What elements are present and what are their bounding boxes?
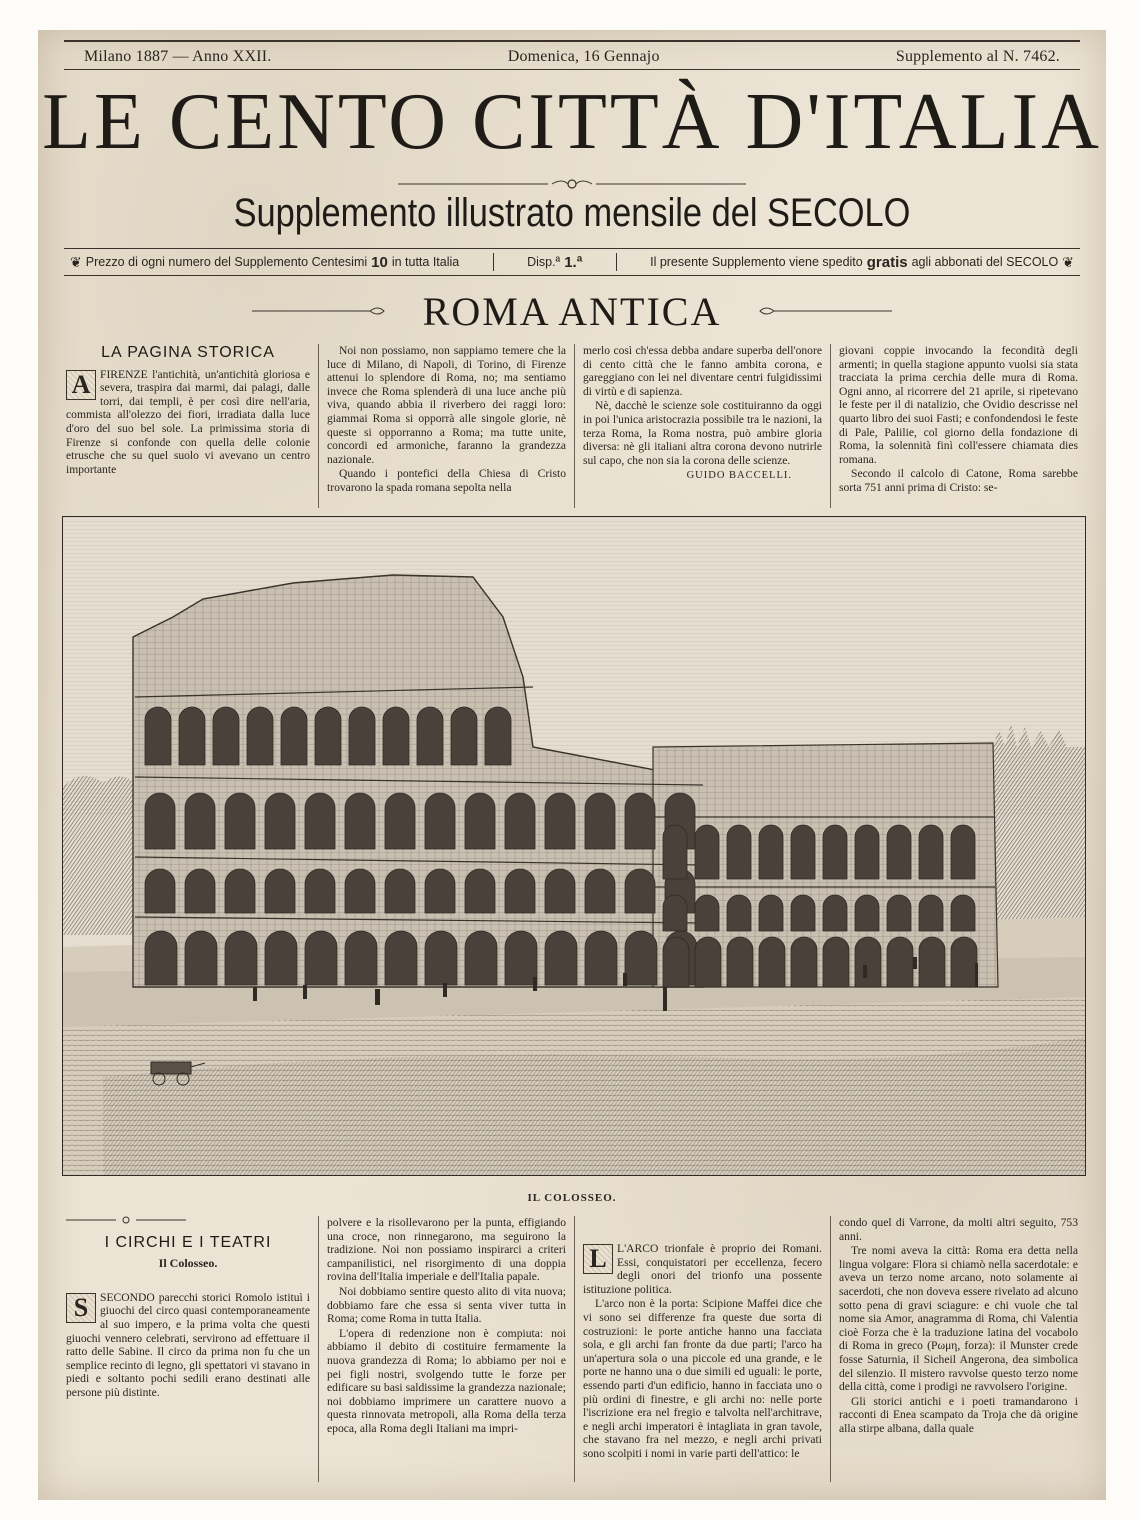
arch <box>695 825 719 879</box>
arch <box>505 793 535 849</box>
column-2 <box>318 1216 574 1482</box>
arch <box>887 825 911 879</box>
arch <box>265 793 295 849</box>
issue-number: 1.ª <box>564 253 583 271</box>
arch <box>425 869 455 913</box>
column-3 <box>574 344 830 508</box>
paragraph: Noi dobbiamo sentire questo alito di vita nuova; dobbiamo fare che essa si senta viver tutta in Roma; come Roma in tutta Italia. <box>327 1284 566 1326</box>
arch <box>425 793 455 849</box>
arch <box>951 937 977 987</box>
arch <box>791 895 815 931</box>
masthead-subtitle: Supplemento illustrato mensile del SECOLO <box>233 191 911 235</box>
column-heading: LA PAGINA STORICA <box>101 344 275 361</box>
price-label: Prezzo di ogni numero del Supplemento Centesimi <box>85 255 368 269</box>
paragraph: FIRENZE l'antichità, un'antichità gloriosa e severa, traspira dai marmi, dai palagi, dalle torri, dai templi, è per così dire nell'aria, commista all'olezzo dei fiori, irradiata dalla luce d'oro del suo bel sole. La primissima storia di Firenze si confonde con quella delle colonie etrusche che su quel suolo vi avevano un centro importante <box>66 367 310 476</box>
scroll-ornament-icon: ❦ <box>70 253 82 270</box>
arch <box>485 707 511 765</box>
paragraph: giovani coppie invocando la fecondità degli armenti; in quella stagione appunto vuolsi sia stata tracciata la prima cerchia delle mura di Roma. Ogni anno, al ricorrere del 21 aprile, si ripetevano le feste per il di natalizio, che Ovidio descrisse nel quarto libro dei suoi Fasti; e confondendosi le feste di Pale, Palilie, col giorno della fondazione di Roma, la solennità finì coll'essere chiamata dies romana. <box>839 344 1078 466</box>
supplement-number: Supplemento al N. 7462. <box>895 47 1060 65</box>
arch <box>385 869 415 913</box>
arch <box>349 707 375 765</box>
column-heading: I CIRCHI E I TEATRI <box>104 1233 272 1251</box>
arch <box>417 707 443 765</box>
arch <box>919 895 943 931</box>
newspaper-page <box>38 30 1106 1500</box>
column-2 <box>318 344 574 508</box>
paragraph: Tre nomi aveva la città: Roma era detta nella lingua volgare: Flora si chiamò nella sacerdotale: e aveva un terzo nome arcano, noto solamente ai sacerdoti, che non doveva essere rivelato ad alcuno sotto pena di gravi sciagure: e chi vuole che tal nome sia Amor, anagramma di Roma, chi Valentia cioè Forza che è la traduzione latina del vocabolo di Roma in greco (Ρωμη, forza): il Munster crede fosse Saturnia, il Sicheil Angerona, dea simbolica del silenzio. Il mistero ravvolse questo terzo nome della città, come i prodigi ne ravvolsero l'origine. <box>839 1244 1078 1394</box>
arch <box>855 825 879 879</box>
title-ornament-right <box>752 306 892 316</box>
arch <box>225 793 255 849</box>
arch <box>823 825 847 879</box>
column-4 <box>830 1216 1086 1482</box>
arch <box>727 937 753 987</box>
arch <box>823 895 847 931</box>
column-3 <box>574 1216 830 1482</box>
masthead-title: LE CENTO CITTÀ D'ITALIA <box>42 78 1102 166</box>
arch <box>759 937 785 987</box>
arch <box>919 825 943 879</box>
arch <box>345 869 375 913</box>
arch <box>625 931 657 985</box>
column-4 <box>830 344 1086 508</box>
price-bar <box>64 248 1080 276</box>
column-subheading: Il Colosseo. <box>158 1256 218 1271</box>
arch <box>247 707 273 765</box>
arch <box>759 895 783 931</box>
column-circhi-teatri <box>58 1216 318 1482</box>
paragraph: Noi non possiamo, non sappiamo temere che la luce di Milano, di Napoli, di Torino, di Firenze attenui lo splendore di Roma, no; ma sentiamo invece che Roma splenderà di una luce anche più viva, quando abbia il riverbero dei raggi loro: giammai Roma si opporrà alle singole glorie, nè queste si opporranno a Roma; ma tutte unite, concordi ed armoniche, faranno la grandezza nazionale. <box>327 344 566 466</box>
arch <box>663 825 687 879</box>
arch <box>585 793 615 849</box>
arch <box>663 895 687 931</box>
arch <box>305 869 335 913</box>
place-year: Milano 1887 — Anno XXII. <box>84 47 272 65</box>
arch <box>727 825 751 879</box>
arch <box>145 931 177 985</box>
arch <box>465 869 495 913</box>
arch <box>225 869 255 913</box>
scroll-ornament-icon: ❦ <box>1062 253 1074 270</box>
arch <box>887 937 913 987</box>
arch <box>695 937 721 987</box>
shipping-note: Il presente Supplemento viene spedito <box>650 255 863 269</box>
dateline <box>64 44 1080 70</box>
issue-label: Disp.ª <box>527 255 561 269</box>
arch <box>505 869 535 913</box>
arch <box>265 869 295 913</box>
arch <box>625 793 655 849</box>
arch <box>265 931 297 985</box>
heading-ornament <box>66 1216 186 1224</box>
dropcap: S <box>66 1293 96 1323</box>
paragraph: L'ARCO trionfale è proprio dei Romani. Essi, conquistatori per eccellenza, fecero degli onori del trionfo una possente istituzione politica. <box>583 1242 822 1296</box>
arch <box>919 937 945 987</box>
colosseum-engraving <box>62 516 1086 1176</box>
arch <box>855 895 879 931</box>
arch <box>465 931 497 985</box>
arch <box>179 707 205 765</box>
arch <box>465 793 495 849</box>
paragraph: Gli storici antichi e i poeti tramandarono i racconti di Enea scampato da Troja che dà origine alla stirpe albana, dalla quale <box>839 1394 1078 1435</box>
dropcap: L <box>583 1244 613 1274</box>
colosseum-illustration <box>63 517 1086 1176</box>
shipping-recipients: agli abbonati del SECOLO <box>911 255 1059 269</box>
arch <box>383 707 409 765</box>
dropcap: A <box>66 370 96 400</box>
price-scope: in tutta Italia <box>391 255 460 269</box>
column-pagina-storica <box>58 344 318 508</box>
illustration-caption: IL COLOSSEO. <box>527 1192 617 1204</box>
arch <box>225 931 257 985</box>
arch <box>951 895 975 931</box>
arch <box>505 931 537 985</box>
arch <box>185 869 215 913</box>
arch <box>791 825 815 879</box>
bottom-columns <box>58 1216 1086 1482</box>
arch <box>145 793 175 849</box>
arch <box>695 895 719 931</box>
arch <box>345 931 377 985</box>
arch <box>887 895 911 931</box>
paragraph: merlo così ch'essa debba andare superba dell'onore di cento città che le fanno ambita corona, e gareggiano con lei nel diventare centri fulgidissimi di virtù e di sapienza. <box>583 344 822 398</box>
arch <box>663 937 689 987</box>
arch <box>823 937 849 987</box>
arch <box>625 869 655 913</box>
price-value: 10 <box>371 253 388 271</box>
arch <box>281 707 307 765</box>
arch <box>385 931 417 985</box>
paragraph: condo quel di Varrone, da molti altri seguito, 753 anni. <box>839 1216 1078 1243</box>
section-title: ROMA ANTICA <box>422 289 722 334</box>
arch <box>425 931 457 985</box>
arch <box>185 793 215 849</box>
paragraph: Secondo il calcolo di Catone, Roma sarebbe sorta 751 anni prima di Cristo: se- <box>839 467 1078 494</box>
arch <box>145 707 171 765</box>
arch <box>305 793 335 849</box>
top-columns <box>58 344 1086 508</box>
arch <box>545 793 575 849</box>
arch <box>855 937 881 987</box>
arch <box>451 707 477 765</box>
author-signature: GUIDO BACCELLI. <box>686 470 792 482</box>
paragraph: SECONDO parecchi storici Romolo istituì i giuochi del circo quasi contemporaneamente al suo impero, e la prima volta che questi giuochi vennero celebrati, servirono ad effettuare il ratto delle Sabine. Il circo da prima non fu che un semplice recinto di legno, gli spettatori vi stavano in piedi e soltanto pochi sedili erano destinati alle persone più distinte. <box>66 1290 310 1399</box>
paragraph: L'opera di redenzione non è compiuta: noi abbiamo il debito di costituire fermamente la nuova grandezza di Roma; lo abbiamo per noi e pei figli nostri, svolgendo tutte le forze per edificare su basi saldissime la grandezza nazionale; noi dobbiamo imprimere un carattere nuovo a questa rinnovata metropoli, alla Roma della terza epoca, alla Roma degli Italiani ma impri- <box>327 1326 566 1435</box>
arch <box>759 825 783 879</box>
arch <box>585 869 615 913</box>
arch <box>545 869 575 913</box>
arch <box>315 707 341 765</box>
issue-date: Domenica, 16 Gennajo <box>507 47 660 65</box>
arch <box>345 793 375 849</box>
arch <box>305 931 337 985</box>
arch <box>727 895 751 931</box>
arch <box>545 931 577 985</box>
paragraph: L'arco non è la porta: Scipione Maffei dice che vi sono sei differenze fra queste due sorta di costruzioni: le porte antiche hanno una facciata sola, e gli archi fan fronte da due parti; l'arco ha un'apertura sola o una piccole ed una grande, e le porte ne hanno una o due simili ed uguali: le porte, essendo parti d'un edificio, hanno in facciata uno o più ordini di finestre, e gli archi no: nelle porte l'iscrizione era nel fregio e talvolta nell'architrave, e negli archi imperatori è intagliata in gran tavole, che stavano fra nel mezzo, e negli archi privati sono scolpiti i nomi in varie parti dell'attico: le <box>583 1297 822 1460</box>
paragraph: Nè, dacchè le scienze sole costituiranno da oggi in poi l'unica aristocrazia possibile tra le nazioni, la terza Roma, la Roma nostra, può ambire gloria diversa: nè gli italiani altra corona devono nutrirle sul capo, che non sia la corona delle scienze. <box>583 399 822 467</box>
arch <box>585 931 617 985</box>
shipping-free: gratis <box>866 253 908 271</box>
arch <box>185 931 217 985</box>
arch <box>213 707 239 765</box>
arch <box>951 825 975 879</box>
paragraph: polvere e la risollevarono per la punta, effigiando una croce, non rinnegarono, ma seguirono la tradizione. Noi non possiamo inspirarci a criteri campanilistici, nel risorgimento di una doppia rovina dell'Italia imperiale e dell'Italia papale. <box>327 1216 566 1284</box>
paragraph: Quando i pontefici della Chiesa di Cristo trovarono la spada romana sepolta nella <box>327 467 566 494</box>
arch <box>791 937 817 987</box>
arch <box>385 793 415 849</box>
arch <box>145 869 175 913</box>
